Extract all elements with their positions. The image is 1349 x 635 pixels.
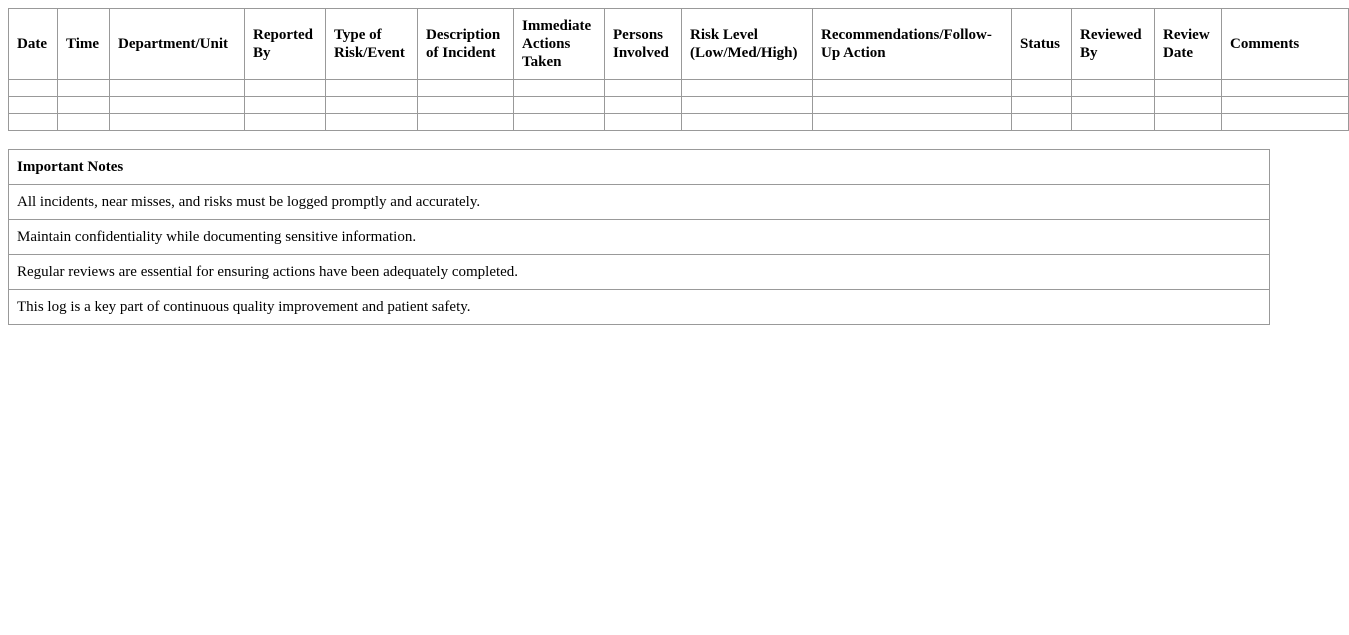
note-row <box>9 290 1270 325</box>
column-header-immediate-actions: Immediate Actions Taken <box>514 9 605 80</box>
log-cell <box>1012 97 1072 114</box>
log-cell <box>682 97 813 114</box>
log-cell <box>418 80 514 97</box>
log-cell <box>326 97 418 114</box>
log-cell <box>514 114 605 131</box>
log-cell <box>9 114 58 131</box>
log-cell <box>605 80 682 97</box>
log-cell <box>813 114 1012 131</box>
log-cell <box>813 80 1012 97</box>
log-cell <box>326 80 418 97</box>
note-item: This log is a key part of continuous quality improvement and patient safety. <box>9 290 1270 325</box>
log-cell <box>1072 114 1155 131</box>
log-cell <box>245 114 326 131</box>
column-header-review-date: Review Date <box>1155 9 1222 80</box>
log-cell <box>58 114 110 131</box>
header-row <box>9 9 1349 80</box>
log-cell <box>326 114 418 131</box>
column-header-status: Status <box>1012 9 1072 80</box>
log-cell <box>1222 114 1349 131</box>
log-cell <box>418 114 514 131</box>
log-table-body <box>9 80 1349 131</box>
log-cell <box>1072 97 1155 114</box>
log-cell <box>605 97 682 114</box>
note-item: Maintain confidentiality while documenting sensitive information. <box>9 220 1270 255</box>
column-header-persons-involved: Persons Involved <box>605 9 682 80</box>
log-row <box>9 114 1349 131</box>
log-row <box>9 80 1349 97</box>
column-header-reviewed-by: Reviewed By <box>1072 9 1155 80</box>
note-item: Regular reviews are essential for ensuring actions have been adequately completed. <box>9 255 1270 290</box>
log-cell <box>1155 80 1222 97</box>
log-cell <box>514 80 605 97</box>
log-cell <box>1222 97 1349 114</box>
log-cell <box>9 97 58 114</box>
log-cell <box>514 97 605 114</box>
note-item: All incidents, near misses, and risks must be logged promptly and accurately. <box>9 185 1270 220</box>
log-cell <box>813 97 1012 114</box>
log-cell <box>682 114 813 131</box>
risk-log-table <box>8 8 1349 131</box>
log-cell <box>245 97 326 114</box>
log-cell <box>682 80 813 97</box>
column-header-risk-level: Risk Level (Low/Med/High) <box>682 9 813 80</box>
column-header-recommendations: Recommendations/Follow- Up Action <box>813 9 1012 80</box>
log-cell <box>1012 80 1072 97</box>
column-header-comments: Comments <box>1222 9 1349 80</box>
log-cell <box>58 97 110 114</box>
log-cell <box>1012 114 1072 131</box>
log-cell <box>9 80 58 97</box>
log-cell <box>110 97 245 114</box>
log-row <box>9 97 1349 114</box>
log-cell <box>58 80 110 97</box>
note-row <box>9 220 1270 255</box>
log-cell <box>1155 114 1222 131</box>
notes-heading: Important Notes <box>9 150 1270 185</box>
column-header-type-of-risk: Type of Risk/Event <box>326 9 418 80</box>
note-row <box>9 255 1270 290</box>
log-cell <box>110 114 245 131</box>
log-cell <box>1072 80 1155 97</box>
risk-log-table-wrapper <box>8 8 1300 131</box>
column-header-time: Time <box>58 9 110 80</box>
log-cell <box>110 80 245 97</box>
important-notes-table <box>8 149 1270 325</box>
log-cell <box>418 97 514 114</box>
log-cell <box>245 80 326 97</box>
note-row <box>9 185 1270 220</box>
notes-heading-row <box>9 150 1270 185</box>
important-notes-section <box>8 149 1270 325</box>
column-header-description: Description of Incident <box>418 9 514 80</box>
column-header-reported-by: Reported By <box>245 9 326 80</box>
log-cell <box>1155 97 1222 114</box>
column-header-department: Department/Unit <box>110 9 245 80</box>
log-cell <box>605 114 682 131</box>
log-cell <box>1222 80 1349 97</box>
column-header-date: Date <box>9 9 58 80</box>
